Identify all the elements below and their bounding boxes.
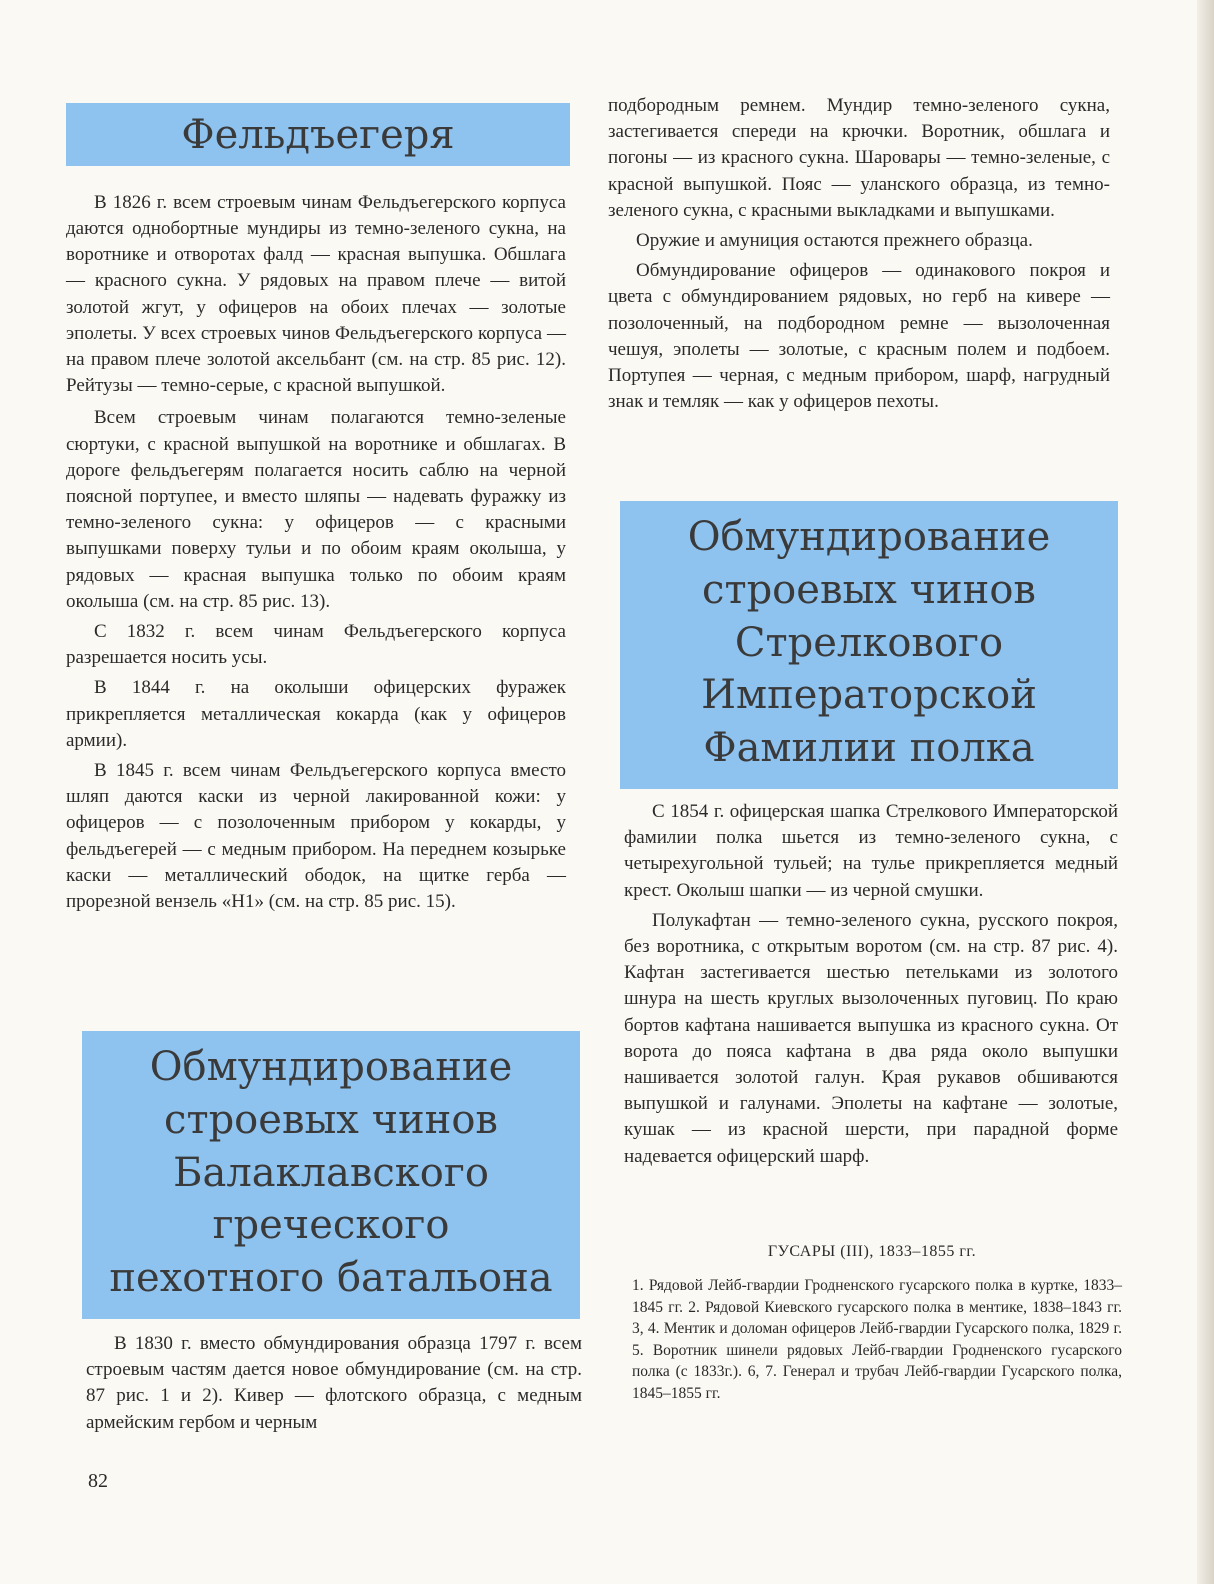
paragraph: Всем строевым чинам полагаются темно-зеленые сюртуки, с красной выпушкой на воротнике и обшлагах. В дороге фельдъегерям полагается носить саблю на черной поясной портупее, и вместо шляпы — надевать фуражку из темно-зеленого сукна: у офицеров — с красными выпушками поверху тульи и по обоим краям околыша, у рядовых — красная выпушка только по обоим краям околыша (см. на стр. 85 рис. 13). — [66, 407, 566, 612]
heading-line: Обмундирование — [687, 514, 1051, 560]
caption-text: 1. Рядовой Лейб-гвардии Гродненского гусарского полка в куртке, 1833–1845 гг. 2. Рядовой Киевского гусарского полка в ментике, 1838–1843 гг. 3, 4. Ментик и доломан офицеров Лейб-гвардии Гусарского полка, 1829 г. 5. Воротник шинели рядовых Лейб-гвардии Гродненского гусарского полка (с 1833г.). 6, 7. Генерал и трубач Лейб-гвардии Гусарского полка, 1845–1855 гг. — [632, 1277, 1122, 1402]
heading-line: строевых чинов — [702, 566, 1036, 613]
heading-line: Стрелкового — [734, 619, 1004, 666]
heading-line: пехотного батальона — [109, 1255, 553, 1302]
paragraph: С 1832 г. всем чинам Фельдъегерского корпуса разрешается носить усы. — [66, 621, 566, 669]
heading-line: Фамилии полка — [703, 725, 1035, 772]
paragraph: подбородным ремнем. Мундир темно-зеленого сукна, застегивается спереди на крючки. Воротник, обшлага и погоны — из красного сукна. Шаровары — темно-зеленые, с красной выпушкой. Пояс — уланского образца, из темно-зеленого сукна, с красными выкладками и выпушками. — [608, 95, 1110, 221]
heading-line: Императорской — [701, 672, 1037, 719]
page-edge-shadow — [1197, 0, 1214, 1584]
page-number: 82 — [88, 1470, 108, 1492]
paragraph: Полукафтан — темно-зеленого сукна, русского покроя, без воротника, с открытым воротом (см. на стр. 87 рис. 4). Кафтан застегивается шестью петельками из золотого шнура на шесть круглых вызолоченных пуговиц. По краю бортов кафтана нашивается выпушка из красного сукна. От ворота до пояса кафтана в два ряда около выпушки нашивается золотой галун. Края рукавов обшиваются выпушкой и галунами. Эполеты на кафтане — золотые, кушак — из красной шерсти, при парадной форме надевается офицерский шарф. — [624, 909, 1118, 1167]
section-heading-strelkovy — [620, 501, 1118, 789]
paragraph: Оружие и амуниция остаются прежнего образца. — [636, 230, 1033, 252]
heading-line: греческого — [212, 1202, 450, 1249]
right-column — [608, 93, 1122, 1402]
left-column — [66, 103, 582, 1433]
balaklava-text — [86, 1331, 582, 1436]
paragraph: В 1826 г. всем строевым чинам Фельдъегерского корпуса даются однобортные мундиры из темно-зеленого сукна, на воротнике и отворотах фалд — красная выпушка. Обшлага — красного сукна. У рядовых на правом плече — витой золотой жгут, у офицеров на обоих плечах — золотые эполеты. У всех строевых чинов Фельдъегерского корпуса — на правом плече золотой аксельбант (см. на стр. 85 рис. 12). Рейтузы — темно-серые, с красной выпушкой. — [66, 191, 566, 397]
paragraph: В 1830 г. вместо обмундирования образца 1797 г. всем строевым частям дается новое обмундирование (см. на стр. 87 рис. 1 и 2). Кивер — флотского образца, с медным армейским гербом и черным — [86, 1333, 582, 1433]
paragraph: В 1844 г. на околыши офицерских фуражек прикрепляется металлическая кокарда (как у офицеров армии). — [66, 677, 566, 751]
section-heading-feldjegerya — [66, 103, 570, 166]
paragraph: В 1845 г. всем чинам Фельдъегерского корпуса вместо шляп даются каски из черной лакированной кожи: у офицеров — с позолоченным прибором у кокарды, у фельдъегерей — с медным прибором. На переднем козырьке каски — металлический ободок, на щитке герба — прорезной вензель «Н1» (см. на стр. 85 рис. 15). — [66, 760, 566, 913]
heading-line: Обмундирование — [149, 1044, 513, 1090]
illustration-caption — [622, 1243, 1122, 1404]
heading-line: строевых чинов — [164, 1096, 498, 1143]
feldjegerya-text — [66, 190, 566, 915]
balaklava-text-continued — [608, 93, 1110, 415]
heading-text: Фельдъегеря — [181, 112, 455, 158]
heading-line: Балаклавского — [173, 1149, 489, 1196]
section-heading-balaklava — [82, 1031, 580, 1319]
paragraph: Обмундирование офицеров — одинакового покроя и цвета с обмундированием рядовых, но герб на кивере — позолоченный, на подбородном ремне — вызолоченная чешуя, эполеты — золотые, с красным полем и подбоем. Портупея — черная, с медным прибором, шарф, нагрудный знак и темляк — как у офицеров пехоты. — [608, 260, 1110, 413]
paragraph: С 1854 г. офицерская шапка Стрелкового Императорской фамилии полка шьется из темно-зеленого сукна, с четырехугольной тульей; на тулье прикрепляется медный крест. Околыш шапки — из черной смушки. — [624, 801, 1118, 901]
strelkovy-text — [624, 799, 1118, 1170]
caption-title: ГУСАРЫ (III), 1833–1855 гг. — [767, 1243, 977, 1260]
